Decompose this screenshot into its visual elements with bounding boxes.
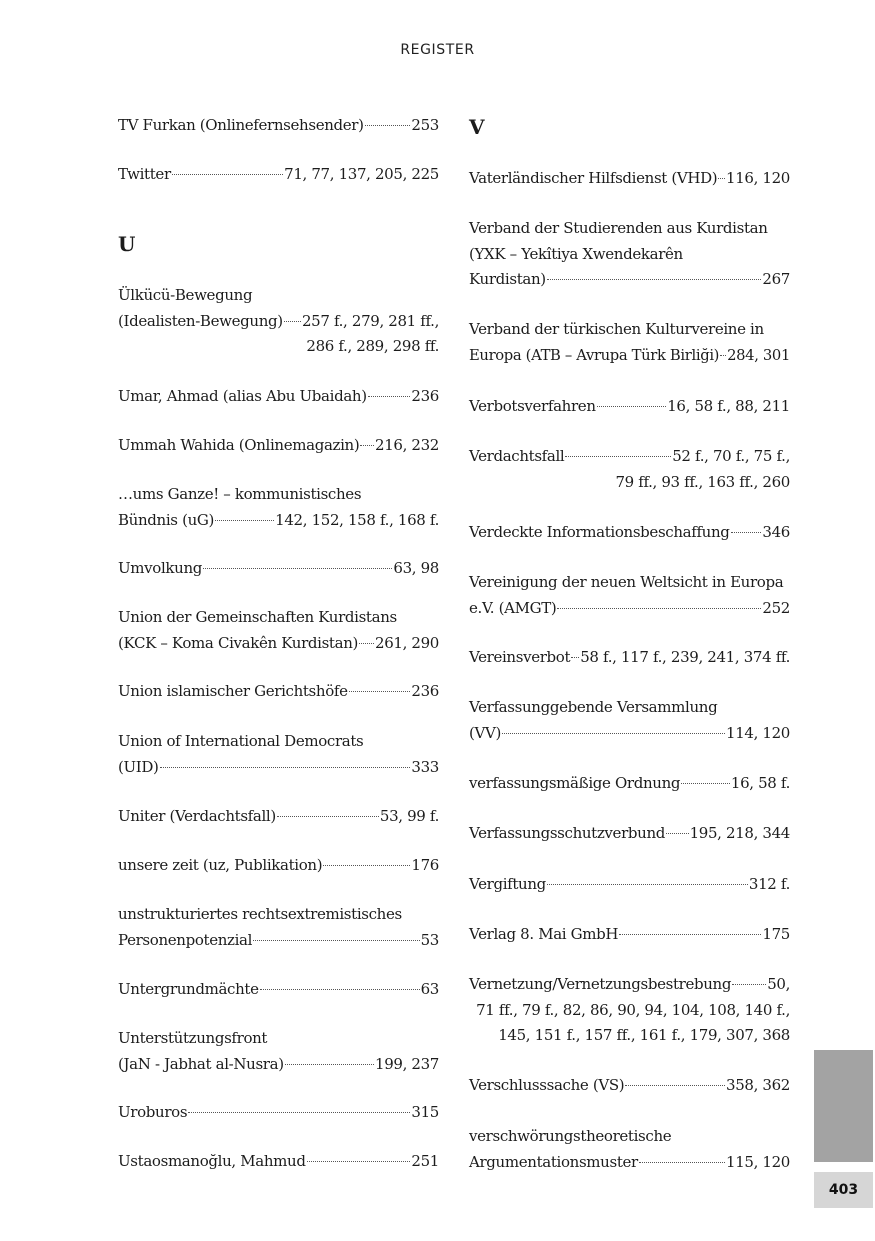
- entry-pages: 63, 98: [393, 559, 439, 577]
- entry-term: Verfassunggebende Versammlung: [469, 698, 718, 716]
- entry-term: Bündnis (uG): [118, 510, 215, 529]
- entry-term: Ummah Wahida (Onlinemagazin): [118, 436, 360, 454]
- entry-pages: 199, 237: [375, 1054, 439, 1073]
- entry-term: Uniter (Verdachtsfall): [118, 807, 276, 825]
- dot-leader: [188, 1097, 410, 1113]
- entry-term: Vereinsverbot: [469, 648, 571, 666]
- entry-term: TV Furkan (Onlinefernsehsender): [118, 116, 364, 134]
- dot-leader: [565, 441, 671, 457]
- index-entry: [469, 444, 790, 495]
- index-entry: [469, 771, 790, 797]
- index-entry: [118, 902, 439, 953]
- dot-leader: [285, 1049, 374, 1065]
- entry-pages-continuation: 286 f., 289, 298 ff.: [306, 337, 439, 355]
- entry-term: Union of International Democrats: [118, 732, 364, 750]
- entry-term: Verband der türkischen Kulturvereine in: [469, 320, 764, 338]
- entry-term: Ülkücü-Bewegung: [118, 286, 253, 304]
- entry-pages: 267: [762, 270, 790, 288]
- index-entry: [118, 1149, 439, 1175]
- dot-leader: [359, 628, 374, 644]
- dot-leader: [732, 969, 766, 985]
- entry-pages: 253: [411, 116, 439, 134]
- index-entry: [469, 394, 790, 420]
- entry-term: (JaN - Jabhat al-Nusra): [118, 1054, 284, 1073]
- entry-term: e.V. (AMGT): [469, 598, 557, 617]
- index-entry: [469, 1073, 790, 1099]
- entry-pages: 315: [411, 1103, 439, 1121]
- entry-term: Vernetzung/Vernetzungsbestrebung: [469, 975, 732, 993]
- page-number: 403: [814, 1172, 873, 1208]
- dot-leader: [718, 163, 725, 179]
- entry-pages-continuation: 145, 151 f., 157 ff., 161 f., 179, 307, 368: [498, 1026, 790, 1044]
- entry-term: Kurdistan): [469, 270, 546, 288]
- entry-term: …ums Ganze! – kommunistisches: [118, 485, 362, 503]
- index-entry: [118, 679, 439, 705]
- index-entry: [469, 695, 790, 746]
- entry-pages: 176: [411, 856, 439, 874]
- index-entry: [118, 1100, 439, 1126]
- dot-leader: [639, 1147, 725, 1163]
- entry-term: Verlag 8. Mai GmbH: [469, 925, 619, 943]
- entry-pages: 333: [411, 757, 439, 776]
- entry-pages-continuation: 79 ff., 93 ff., 163 ff., 260: [615, 472, 790, 491]
- index-entry: [469, 1124, 790, 1175]
- entry-term: Umvolkung: [118, 559, 203, 577]
- index-entry: [469, 216, 790, 293]
- dot-leader: [368, 381, 411, 397]
- dot-leader: [172, 159, 283, 175]
- entry-term: Personenpotenzial: [118, 930, 253, 949]
- index-entry: [469, 872, 790, 898]
- dot-leader: [502, 718, 725, 734]
- entry-term: Twitter: [118, 165, 171, 183]
- entry-term: Vaterländischer Hilfsdienst (VHD): [469, 169, 718, 187]
- dot-leader: [720, 340, 726, 356]
- entry-pages: 252: [762, 598, 790, 617]
- entry-term: unstrukturiertes rechtsextremistisches: [118, 905, 402, 923]
- entry-pages-continuation: 71 ff., 79 f., 82, 86, 90, 94, 104, 108, 140 f.,: [476, 1000, 790, 1019]
- entry-pages: 71, 77, 137, 205, 225: [284, 165, 439, 183]
- entry-term: Verband der Studierenden aus Kurdistan: [469, 219, 768, 237]
- dot-leader: [323, 850, 410, 866]
- entry-term: Verbotsverfahren: [469, 397, 596, 415]
- index-entry: [469, 922, 790, 948]
- index-entry: [118, 384, 439, 410]
- index-entry: [118, 556, 439, 582]
- entry-term: Unterstützungsfront: [118, 1029, 268, 1047]
- entry-pages: 284, 301: [727, 346, 790, 364]
- index-entry: [118, 433, 439, 459]
- entry-pages: 195, 218, 344: [689, 824, 790, 842]
- entry-term: Verdeckte Informationsbeschaffung: [469, 523, 730, 541]
- index-entry: [469, 520, 790, 546]
- dot-leader: [619, 919, 761, 935]
- entry-term: Union der Gemeinschaften Kurdistans: [118, 608, 397, 626]
- index-entry: [118, 1026, 439, 1077]
- dot-leader: [681, 768, 730, 784]
- entry-term: verfassungsmäßige Ordnung: [469, 774, 681, 792]
- index-entry: [469, 972, 790, 1049]
- running-head: REGISTER: [400, 42, 475, 58]
- entry-pages: 50,: [767, 975, 790, 993]
- index-entry: [118, 605, 439, 656]
- dot-leader: [731, 517, 762, 533]
- index-entry: [469, 166, 790, 192]
- entry-pages: 58 f., 117 f., 239, 241, 374 ff.: [580, 648, 790, 666]
- entry-pages: 16, 58 f.: [730, 774, 790, 792]
- dot-leader: [160, 752, 411, 768]
- dot-leader: [547, 264, 762, 280]
- dot-leader: [547, 869, 748, 885]
- entry-term: Argumentationsmuster: [469, 1152, 638, 1171]
- index-entry: [118, 804, 439, 830]
- thumb-index-tab: [814, 1050, 873, 1162]
- entry-term: Verschlusssache (VS): [469, 1076, 625, 1094]
- dot-leader: [365, 110, 411, 126]
- index-entry: [469, 570, 790, 621]
- entry-term: (KCK – Koma Civakên Kurdistan): [118, 633, 359, 652]
- entry-pages: 52 f., 70 f., 75 f.,: [672, 447, 790, 465]
- entry-pages: 53, 99 f.: [379, 807, 439, 825]
- entry-pages: 16, 58 f., 88, 211: [667, 397, 790, 415]
- entry-pages: 114, 120: [726, 723, 790, 742]
- entry-pages: 115, 120: [726, 1152, 790, 1171]
- index-entry: [469, 821, 790, 847]
- entry-term: (YXK – Yekîtiya Xwendekarên: [469, 244, 683, 263]
- index-entry: [118, 729, 439, 780]
- entry-pages: 116, 120: [726, 169, 790, 187]
- index-entry: [118, 977, 439, 1003]
- dot-leader: [557, 593, 761, 609]
- entry-term: Verfassungsschutzverbund: [469, 824, 666, 842]
- entry-pages: 63: [420, 980, 439, 998]
- dot-leader: [307, 1146, 411, 1162]
- entry-term: Europa (ATB – Avrupa Türk Birliği): [469, 346, 720, 364]
- entry-pages: 312 f.: [748, 875, 790, 893]
- dot-leader: [277, 801, 379, 817]
- section-letter: U: [118, 232, 136, 256]
- entry-pages: 142, 152, 158 f., 168 f.: [275, 510, 439, 529]
- entry-term: (Idealisten-Bewegung): [118, 311, 283, 330]
- index-entry: [118, 113, 439, 139]
- index-entry: [118, 853, 439, 879]
- index-entry: [469, 645, 790, 671]
- index-entry: [118, 283, 439, 360]
- entry-pages: 358, 362: [726, 1076, 790, 1094]
- dot-leader: [349, 676, 411, 692]
- entry-pages: 261, 290: [375, 633, 439, 652]
- entry-term: (UID): [118, 757, 159, 776]
- entry-pages: 236: [411, 387, 439, 405]
- entry-term: verschwörungstheoretische: [469, 1127, 672, 1145]
- dot-leader: [571, 642, 579, 658]
- entry-term: Union islamischer Gerichtshöfe: [118, 682, 348, 700]
- dot-leader: [203, 553, 392, 569]
- section-letter: V: [469, 115, 485, 139]
- entry-pages: 346: [762, 523, 790, 541]
- dot-leader: [215, 505, 274, 521]
- index-entry: [118, 162, 439, 188]
- entry-term: Vereinigung der neuen Weltsicht in Europa: [469, 573, 784, 591]
- entry-term: Verdachtsfall: [469, 447, 565, 465]
- dot-leader: [260, 974, 420, 990]
- dot-leader: [666, 818, 689, 834]
- index-entry: [469, 317, 790, 368]
- entry-pages: 175: [762, 925, 790, 943]
- entry-term: Untergrundmächte: [118, 980, 259, 998]
- dot-leader: [625, 1070, 725, 1086]
- dot-leader: [253, 925, 420, 941]
- entry-pages: 53: [420, 930, 439, 949]
- entry-pages: 236: [411, 682, 439, 700]
- dot-leader: [360, 430, 374, 446]
- entry-term: Uroburos: [118, 1103, 188, 1121]
- index-entry: [118, 482, 439, 533]
- dot-leader: [284, 306, 301, 322]
- entry-term: Umar, Ahmad (alias Abu Ubaidah): [118, 387, 367, 405]
- entry-pages: 216, 232: [375, 436, 439, 454]
- entry-term: Vergiftung: [469, 875, 546, 893]
- dot-leader: [597, 391, 667, 407]
- entry-pages: 251: [411, 1152, 439, 1170]
- entry-term: unsere zeit (uz, Publikation): [118, 856, 323, 874]
- entry-pages: 257 f., 279, 281 ff.,: [301, 311, 439, 330]
- entry-term: (VV): [469, 723, 501, 742]
- entry-term: Ustaosmanoğlu, Mahmud: [118, 1152, 306, 1170]
